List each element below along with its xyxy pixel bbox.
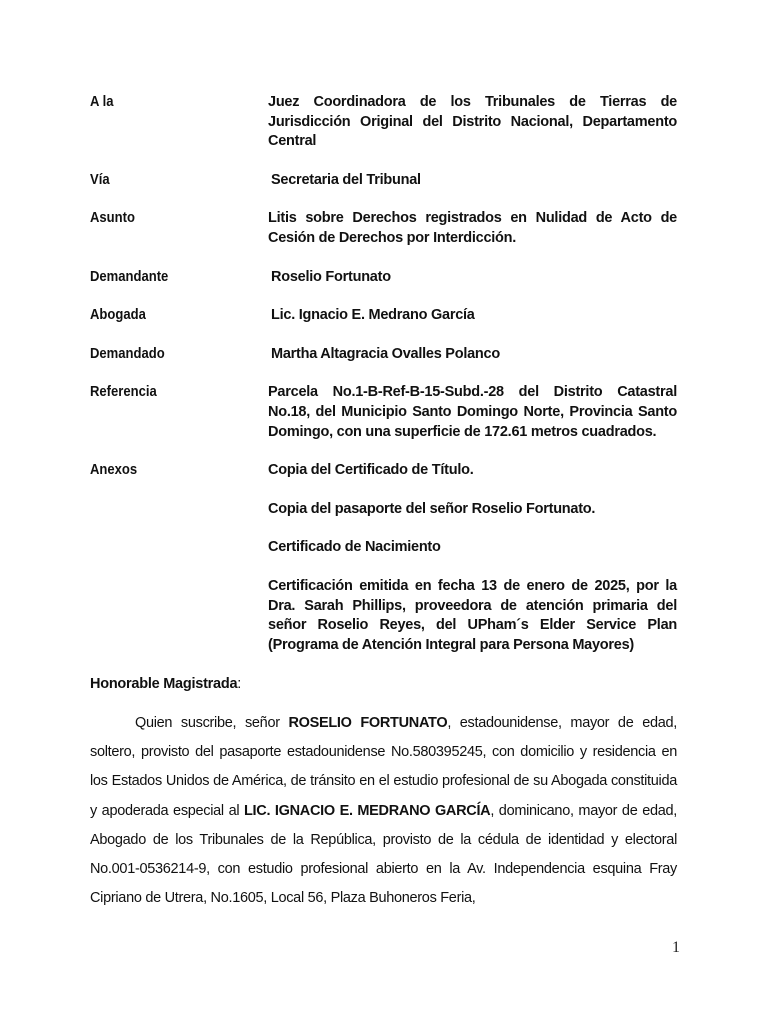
header-label: Anexos	[90, 462, 138, 479]
header-value: Lic. Ignacio E. Medrano García	[271, 307, 475, 324]
header-row-plaintiff	[90, 268, 677, 288]
annex-item: Copia del pasaporte del señor Roselio Fortunato.	[268, 500, 596, 517]
header-value: Roselio Fortunato	[271, 268, 391, 285]
header-row-reference	[90, 383, 677, 442]
body-text-3: , dominicano, mayor de edad, Abogado de los Tribunales de la República, provisto de la cédula de identidad y electoral No.001-0536214-9, con estudio profesional abierto en la Av. Independencia esquina Fray Cipriano de Utrera, No.1605, Local 56, Plaza Buhoneros Feria,	[90, 802, 677, 907]
header-row-lawyer	[90, 306, 677, 326]
salutation-text: Honorable Magistrada	[90, 676, 238, 692]
plaintiff-name: ROSELIO FORTUNATO	[288, 715, 448, 731]
header-value: Litis sobre Derechos registrados en Nulidad de Acto de Cesión de Derechos por Interdicción.	[268, 210, 677, 246]
header-row-via	[90, 171, 677, 191]
header-value: Juez Coordinadora de los Tribunales de Tierras de Jurisdicción Original del Distrito Nacional, Departamento Central	[268, 94, 677, 150]
header-label: Referencia	[90, 384, 157, 401]
header-label: Demandante	[90, 268, 169, 285]
body-text-1: Quien suscribe, señor	[135, 715, 289, 731]
header-label: Asunto	[90, 210, 135, 227]
body-text-2: , estadounidense, mayor de edad, soltero, provisto del pasaporte estadounidense No.580395245, con domicilio y residencia en los Estados Unidos de América, de tránsito en el estudio profesional de su Abogada constituida y apoderada especial al	[90, 715, 677, 819]
letter-header	[90, 93, 677, 674]
salutation-colon: :	[237, 676, 242, 692]
salutation	[90, 675, 241, 695]
header-label: Demandado	[90, 345, 165, 362]
header-row-subject	[90, 209, 677, 248]
body-paragraph	[90, 709, 677, 913]
header-value: Secretaria del Tribunal	[271, 171, 421, 188]
header-value: Martha Altagracia Ovalles Polanco	[271, 345, 500, 362]
page-number: 1	[672, 939, 680, 956]
annex-item: Certificación emitida en fecha 13 de enero de 2025, por la Dra. Sarah Phillips, proveedora de atención primaria del señor Roselio Reyes, del UPham´s Elder Service Plan (Programa de Atención Integral para Persona Mayores)	[268, 577, 677, 653]
annex-item: Certificado de Nacimiento	[268, 539, 441, 556]
header-label: A la	[90, 94, 114, 110]
annex-item: Copia del Certificado de Título.	[268, 462, 474, 479]
header-value: Parcela No.1-B-Ref-B-15-Subd.-28 del Distrito Catastral No.18, del Municipio Santo Domingo Norte, Provincia Santo Domingo, con una superficie de 172.61 metros cuadrados.	[268, 384, 677, 440]
header-row-defendant	[90, 345, 677, 365]
header-label: Abogada	[90, 307, 146, 324]
header-row-recipient	[90, 93, 677, 152]
lawyer-name: LIC. IGNACIO E. MEDRANO GARCÍA	[244, 802, 491, 819]
header-row-annexes	[90, 461, 677, 655]
header-label: Vía	[90, 171, 110, 188]
annex-list	[268, 461, 677, 655]
